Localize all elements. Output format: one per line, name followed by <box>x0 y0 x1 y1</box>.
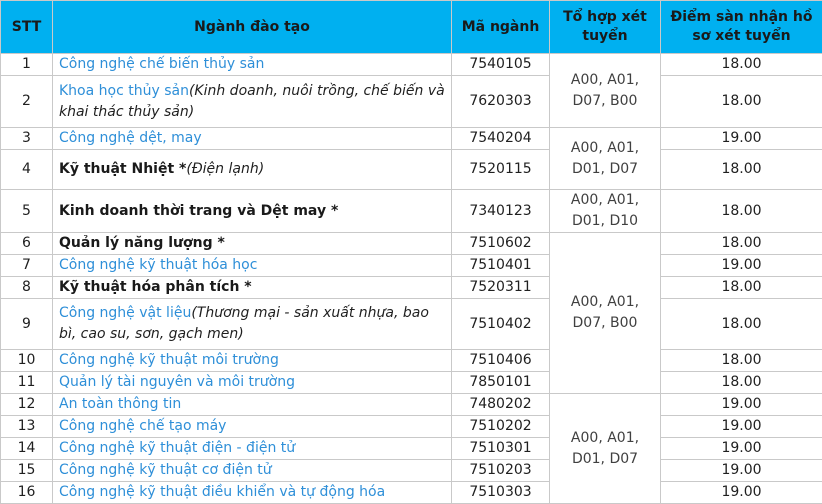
major-code: 7510406 <box>452 350 550 372</box>
row-stt: 6 <box>1 233 53 255</box>
major-note: (Điện lạnh) <box>186 161 264 177</box>
major-link[interactable]: Khoa học thủy sản <box>59 83 189 99</box>
row-stt: 2 <box>1 76 53 128</box>
major-code: 7480202 <box>452 394 550 416</box>
row-stt: 15 <box>1 460 53 482</box>
min-score: 19.00 <box>661 438 822 460</box>
major-code: 7520115 <box>452 150 550 190</box>
table-header-row <box>1 1 822 54</box>
major-name-cell <box>53 394 452 416</box>
combo-cell: A00, A01, D01, D10 <box>550 190 661 233</box>
major-code: 7510401 <box>452 255 550 277</box>
row-stt: 16 <box>1 482 53 504</box>
major-link[interactable]: Công nghệ kỹ thuật điều khiển và tự động hóa <box>59 484 385 500</box>
major-code: 7620303 <box>452 76 550 128</box>
major-name-cell <box>53 372 452 394</box>
min-score: 19.00 <box>661 460 822 482</box>
table-row <box>1 54 822 76</box>
row-stt: 5 <box>1 190 53 233</box>
min-score: 19.00 <box>661 128 822 150</box>
row-stt: 1 <box>1 54 53 76</box>
major-code: 7850101 <box>452 372 550 394</box>
min-score: 18.00 <box>661 372 822 394</box>
min-score: 19.00 <box>661 394 822 416</box>
min-score: 19.00 <box>661 482 822 504</box>
table-row <box>1 255 822 277</box>
row-stt: 8 <box>1 277 53 299</box>
combo-cell: A00, A01, D07, B00 <box>550 54 661 128</box>
major-link[interactable]: Công nghệ chế tạo máy <box>59 418 226 434</box>
major-name-cell <box>53 416 452 438</box>
major-name-cell <box>53 350 452 372</box>
major-code: 7510303 <box>452 482 550 504</box>
table-row <box>1 460 822 482</box>
major-name-cell <box>53 299 452 350</box>
table-row <box>1 416 822 438</box>
row-stt: 4 <box>1 150 53 190</box>
major-name-cell <box>53 54 452 76</box>
major-note: (Thương mại - sản xuất nhựa, bao bì, cao su, sơn, gạch men) <box>59 305 429 342</box>
row-stt: 13 <box>1 416 53 438</box>
table-row <box>1 233 822 255</box>
major-code: 7540105 <box>452 54 550 76</box>
major-link[interactable]: Quản lý tài nguyên và môi trường <box>59 374 295 390</box>
major-note: (Kinh doanh, nuôi trồng, chế biến và khai thác thủy sản) <box>59 83 445 120</box>
table-row <box>1 76 822 128</box>
major-name: Kỹ thuật Nhiệt * <box>59 161 186 177</box>
min-score: 18.00 <box>661 277 822 299</box>
major-name-cell <box>53 255 452 277</box>
major-name-cell <box>53 76 452 128</box>
major-code: 7510602 <box>452 233 550 255</box>
min-score: 18.00 <box>661 150 822 190</box>
major-link[interactable]: Công nghệ kỹ thuật điện - điện tử <box>59 440 295 456</box>
row-stt: 10 <box>1 350 53 372</box>
table-row <box>1 299 822 350</box>
row-stt: 14 <box>1 438 53 460</box>
major-name-cell <box>53 438 452 460</box>
min-score: 18.00 <box>661 350 822 372</box>
min-score: 18.00 <box>661 54 822 76</box>
major-link[interactable]: Công nghệ dệt, may <box>59 130 202 146</box>
table-row <box>1 372 822 394</box>
combo-cell: A00, A01, D01, D07 <box>550 394 661 504</box>
table-row <box>1 277 822 299</box>
row-stt: 7 <box>1 255 53 277</box>
major-code: 7520311 <box>452 277 550 299</box>
major-name-cell <box>53 233 452 255</box>
table-row <box>1 350 822 372</box>
header-code: Mã ngành <box>452 1 550 54</box>
table-row <box>1 438 822 460</box>
major-code: 7510202 <box>452 416 550 438</box>
row-stt: 12 <box>1 394 53 416</box>
major-link[interactable]: Công nghệ kỹ thuật hóa học <box>59 257 257 273</box>
combo-cell: A00, A01, D07, B00 <box>550 233 661 394</box>
major-code: 7510203 <box>452 460 550 482</box>
major-link[interactable]: An toàn thông tin <box>59 396 181 412</box>
major-link[interactable]: Công nghệ kỹ thuật cơ điện tử <box>59 462 272 478</box>
min-score: 18.00 <box>661 76 822 128</box>
major-link[interactable]: Công nghệ kỹ thuật môi trường <box>59 352 279 368</box>
header-stt: STT <box>1 1 53 54</box>
header-combo: Tổ hợp xét tuyển <box>550 1 661 54</box>
min-score: 19.00 <box>661 416 822 438</box>
row-stt: 11 <box>1 372 53 394</box>
min-score: 18.00 <box>661 233 822 255</box>
min-score: 19.00 <box>661 255 822 277</box>
major-code: 7510402 <box>452 299 550 350</box>
major-code: 7340123 <box>452 190 550 233</box>
major-name: Quản lý năng lượng * <box>59 235 225 251</box>
table-row <box>1 128 822 150</box>
header-score: Điểm sàn nhận hồ sơ xét tuyển <box>661 1 822 54</box>
major-code: 7540204 <box>452 128 550 150</box>
major-name-cell <box>53 277 452 299</box>
table-row <box>1 190 822 233</box>
row-stt: 9 <box>1 299 53 350</box>
major-link[interactable]: Công nghệ vật liệu <box>59 305 191 321</box>
min-score: 18.00 <box>661 299 822 350</box>
combo-cell: A00, A01, D01, D07 <box>550 128 661 190</box>
row-stt: 3 <box>1 128 53 150</box>
major-name-cell <box>53 128 452 150</box>
table-row <box>1 394 822 416</box>
major-name-cell <box>53 190 452 233</box>
major-name: Kỹ thuật hóa phân tích * <box>59 279 252 295</box>
header-major: Ngành đào tạo <box>53 1 452 54</box>
major-name-cell <box>53 150 452 190</box>
table-row <box>1 150 822 190</box>
min-score: 18.00 <box>661 190 822 233</box>
major-code: 7510301 <box>452 438 550 460</box>
major-link[interactable]: Công nghệ chế biến thủy sản <box>59 56 264 72</box>
major-name: Kinh doanh thời trang và Dệt may * <box>59 203 338 219</box>
major-name-cell <box>53 460 452 482</box>
